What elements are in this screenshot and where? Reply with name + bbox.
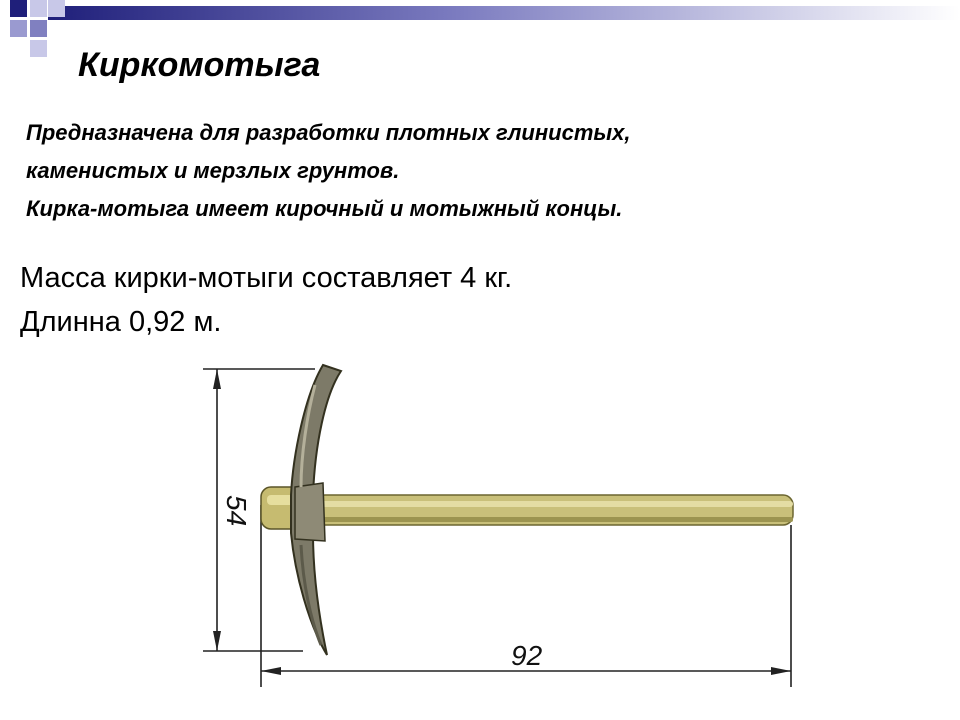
description-text [26,114,631,228]
header-square-light [48,0,65,17]
specs-text [20,256,512,344]
header-square-mid [30,20,47,37]
header-square-light [30,40,47,57]
header-square-light [30,0,47,17]
header-gradient-bar [48,6,960,20]
slide-title: Киркомотыга [78,46,321,84]
length-spec: Длинна 0,92 м. [20,306,222,338]
description-line: каменистых и мерзлых грунтов. [26,158,400,183]
pickaxe-illustration [195,355,815,695]
header-square-mid [10,20,27,37]
length-dimension-label: 92 [511,640,543,671]
handle-shape [315,495,793,525]
mass-spec: Масса кирки-мотыги составляет 4 кг. [20,262,513,294]
header-square-dark [10,0,27,17]
description-line: Кирка-мотыга имеет кирочный и мотыжный концы. [26,196,623,221]
height-dimension-label: 54 [221,495,252,527]
description-line: Предназначена для разработки плотных глинистых, [26,120,631,145]
pickaxe-drawing [195,355,815,700]
